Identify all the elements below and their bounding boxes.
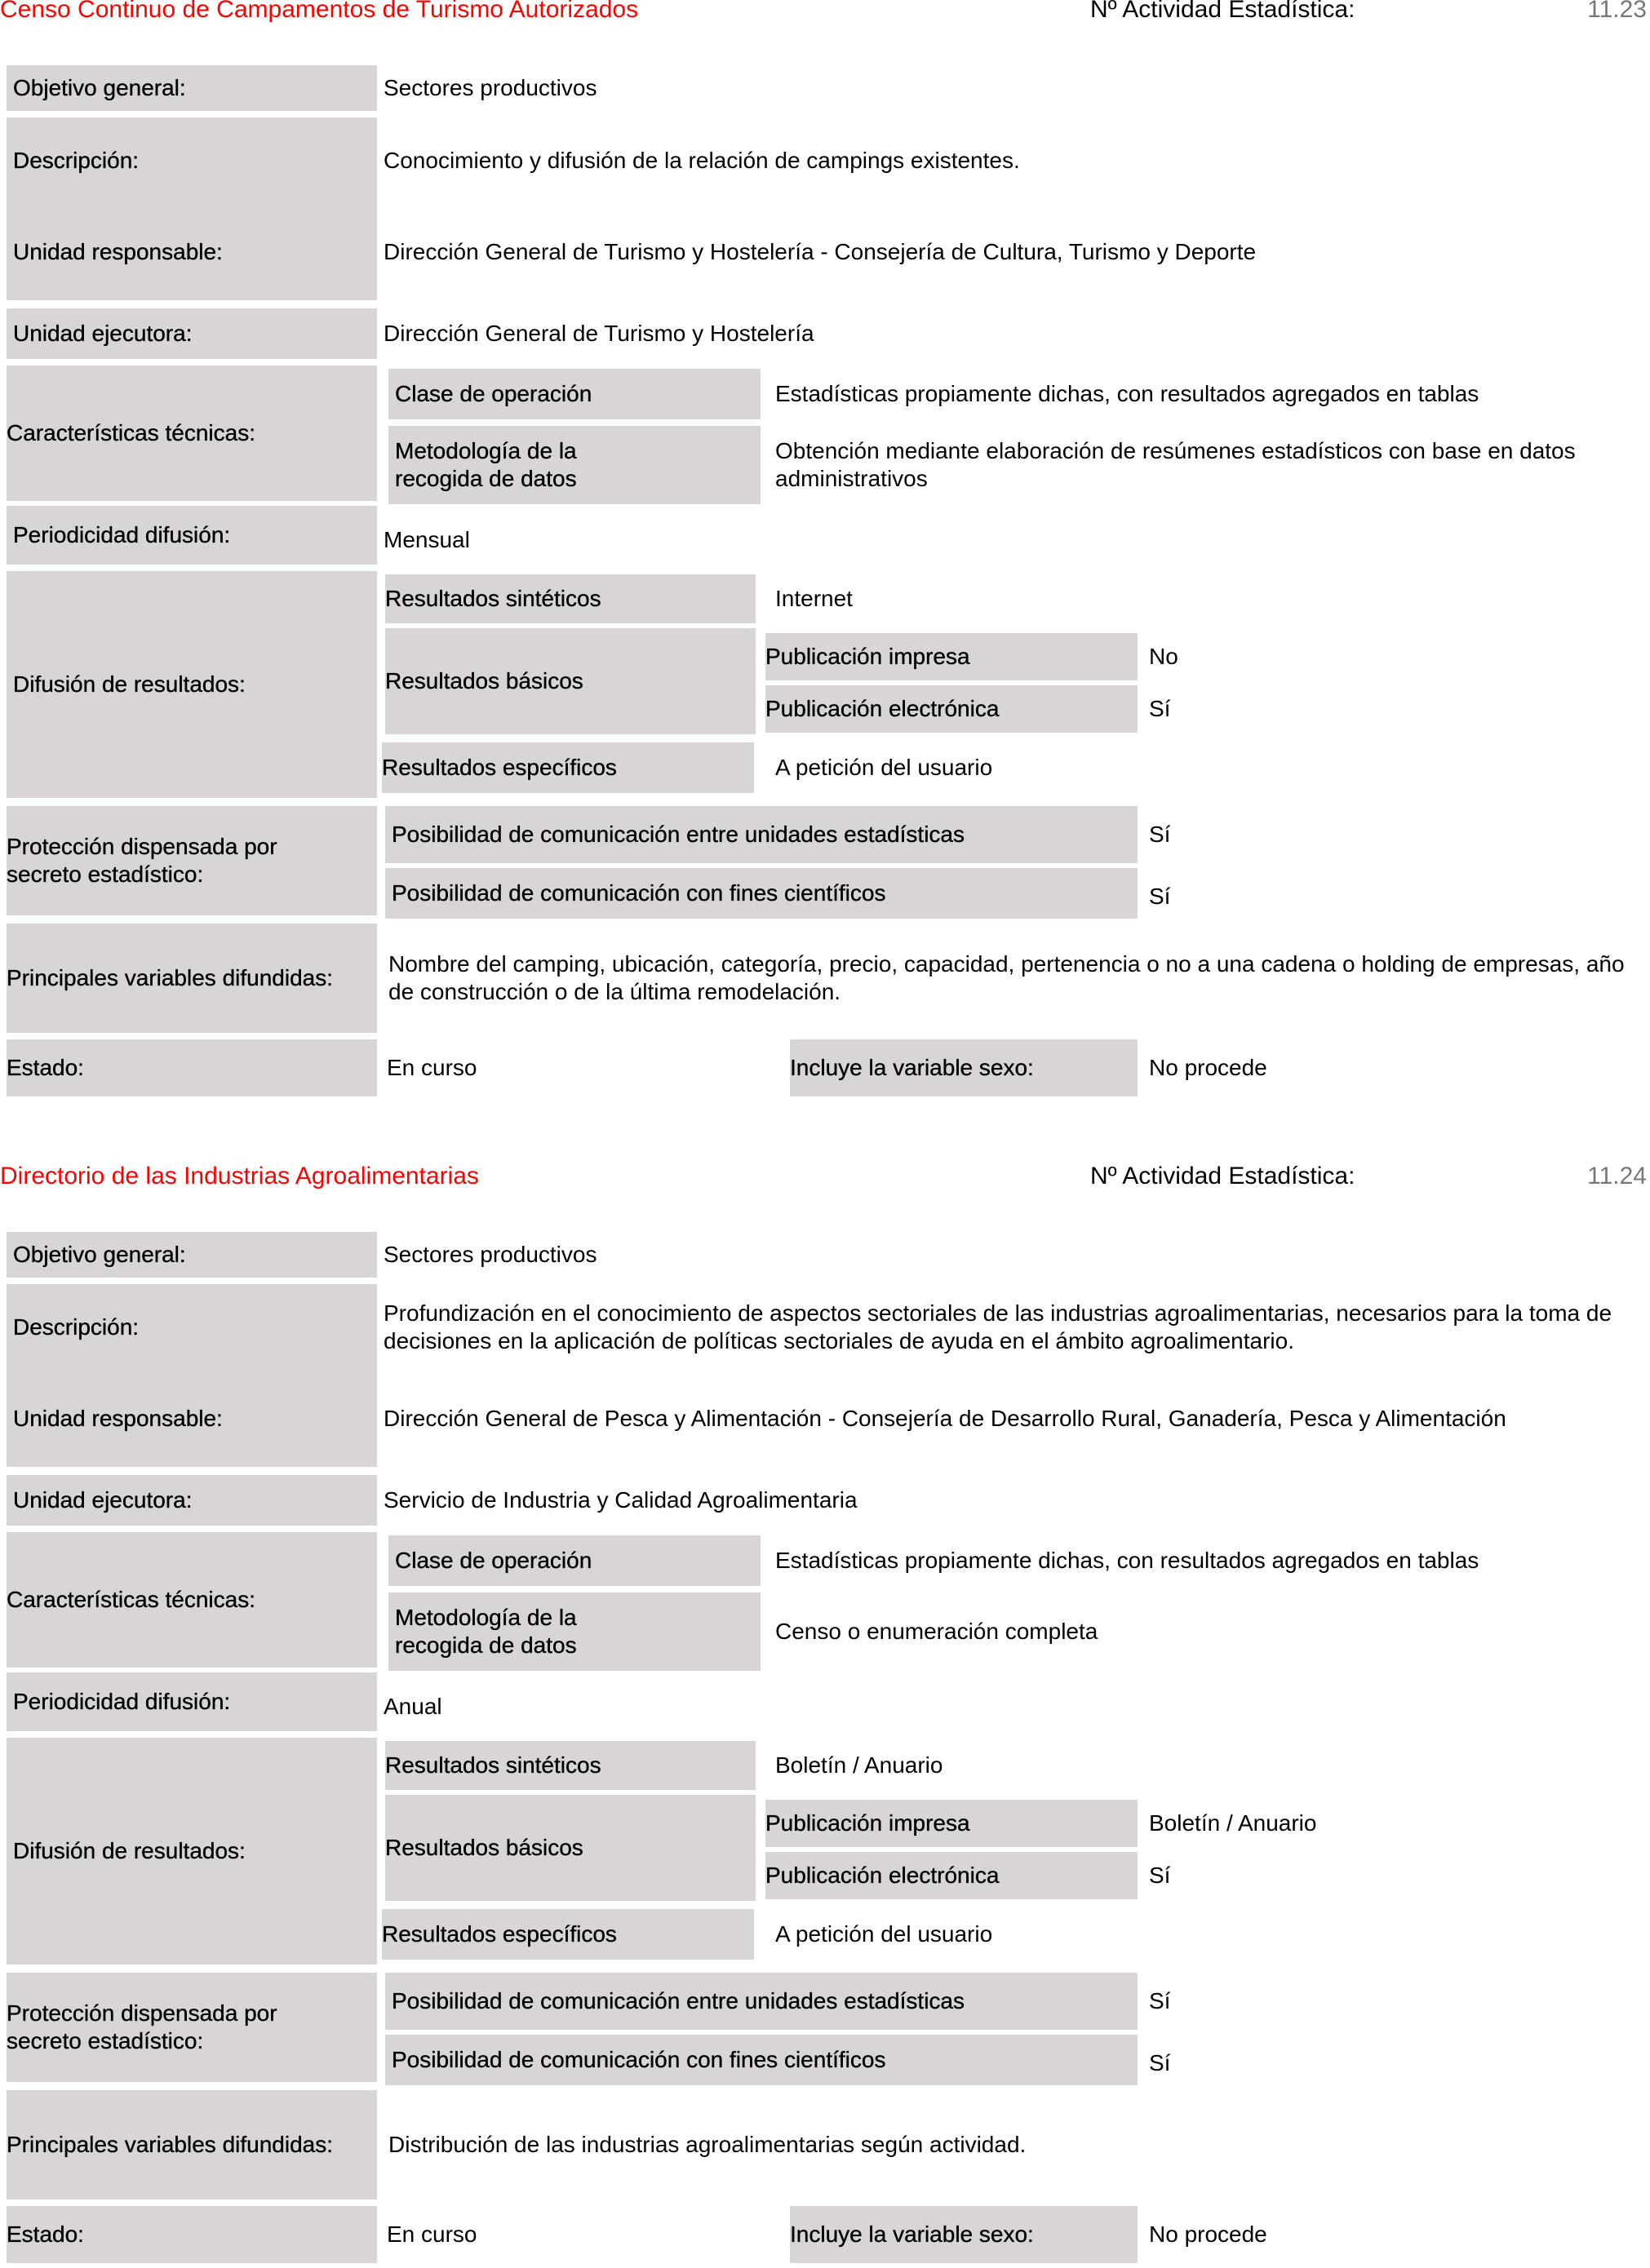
sinteticos-value: Boletín / Anuario [775,1752,943,1778]
clase-operacion-value: Estadísticas propiamente dichas, con resultados agregados en tablas [775,1548,1479,1573]
comunicacion-unidades-label: Posibilidad de comunicación entre unidades estadísticas [385,806,1138,863]
publicacion-impresa-label: Publicación impresa [765,1800,1138,1847]
ejecutora-value: Dirección General de Turismo y Hostelería [384,321,814,346]
especificos-value: A petición del usuario [775,1921,993,1947]
proteccion-label: Protección dispensada por secreto estadístico: [7,806,377,915]
estado-value: En curso [387,1055,477,1080]
responsable-label: Unidad responsable: [7,204,377,300]
periodicidad-value: Anual [384,1694,442,1719]
comunicacion-cientificos-label: Posibilidad de comunicación con fines científicos [385,868,1138,919]
comunicacion-cientificos-value: Sí [1149,2050,1171,2075]
descripcion-label: Descripción: [7,1284,377,1371]
sexo-value: No procede [1149,1055,1267,1080]
publicacion-electronica-value: Sí [1149,1863,1171,1888]
clase-operacion-label: Clase de operación [388,369,761,419]
publicacion-impresa-value: No [1149,644,1178,669]
difusion-label: Difusión de resultados: [7,571,377,798]
activity-card [0,1163,1650,2268]
responsable-label: Unidad responsable: [7,1371,377,1467]
activity-number-label: Nº Actividad Estadística: [1090,0,1355,23]
sinteticos-label: Resultados sintéticos [385,1741,756,1790]
activity-number-value: 11.24 [1587,1163,1647,1189]
descripcion-value: Profundización en el conocimiento de aspectos sectoriales de las industrias agroalimentarias, necesarios para la toma de decisiones en la aplicación de políticas sectoriales de ayuda en el ámbito agroalimentario. [384,1300,1612,1353]
caracteristicas-label: Características técnicas: [7,365,377,501]
sinteticos-label: Resultados sintéticos [385,574,756,623]
comunicacion-unidades-label: Posibilidad de comunicación entre unidades estadísticas [385,1973,1138,2030]
activity-title: Censo Continuo de Campamentos de Turismo Autorizados [0,0,639,23]
caracteristicas-label: Características técnicas: [7,1532,377,1668]
publicacion-electronica-label: Publicación electrónica [765,1852,1138,1899]
clase-operacion-value: Estadísticas propiamente dichas, con resultados agregados en tablas [775,381,1479,406]
activity-card [0,0,1650,1101]
comunicacion-unidades-value: Sí [1149,822,1171,847]
descripcion-value: Conocimiento y difusión de la relación de campings existentes. [384,148,1020,173]
responsable-value: Dirección General de Pesca y Alimentación - Consejería de Desarrollo Rural, Ganadería, Pesca y Alimentación [384,1406,1506,1431]
variables-value: Nombre del camping, ubicación, categoría, precio, capacidad, pertenencia o no a una cadena o holding de empresas, año de construcción o de la última remodelación. [388,951,1625,1004]
objetivo-value: Sectores productivos [384,1242,597,1267]
clase-operacion-label: Clase de operación [388,1535,761,1586]
periodicidad-label: Periodicidad difusión: [7,1672,377,1731]
activity-number-label: Nº Actividad Estadística: [1090,1163,1355,1189]
difusion-label: Difusión de resultados: [7,1738,377,1965]
comunicacion-cientificos-label: Posibilidad de comunicación con fines científicos [385,2035,1138,2085]
descripcion-label: Descripción: [7,117,377,204]
activity-number-value: 11.23 [1587,0,1647,23]
especificos-label: Resultados específicos [382,1909,754,1960]
activity-title: Directorio de las Industrias Agroalimentarias [0,1163,479,1189]
objetivo-label: Objetivo general: [7,65,377,111]
basicos-label: Resultados básicos [385,628,756,734]
publicacion-electronica-label: Publicación electrónica [765,685,1138,733]
metodologia-label: Metodología de la recogida de datos [388,426,761,504]
periodicidad-value: Mensual [384,527,470,552]
estado-label: Estado: [7,1039,377,1096]
sexo-label: Incluye la variable sexo: [790,1039,1138,1096]
metodologia-value: Obtención mediante elaboración de resúmenes estadísticos con base en datos administrativos [775,438,1576,491]
variables-label: Principales variables difundidas: [7,924,377,1033]
especificos-label: Resultados específicos [382,742,754,793]
periodicidad-label: Periodicidad difusión: [7,506,377,565]
ejecutora-value: Servicio de Industria y Calidad Agroalimentaria [384,1487,858,1513]
estado-value: En curso [387,2221,477,2247]
sinteticos-value: Internet [775,586,853,611]
comunicacion-cientificos-value: Sí [1149,884,1171,909]
publicacion-impresa-value: Boletín / Anuario [1149,1810,1317,1836]
estado-label: Estado: [7,2206,377,2263]
sexo-value: No procede [1149,2221,1267,2247]
ejecutora-label: Unidad ejecutora: [7,1475,377,1526]
comunicacion-unidades-value: Sí [1149,1988,1171,2013]
especificos-value: A petición del usuario [775,755,993,780]
responsable-value: Dirección General de Turismo y Hostelería - Consejería de Cultura, Turismo y Deporte [384,239,1257,264]
metodologia-value: Censo o enumeración completa [775,1619,1098,1644]
metodologia-label: Metodología de la recogida de datos [388,1592,761,1671]
objetivo-label: Objetivo general: [7,1232,377,1278]
variables-label: Principales variables difundidas: [7,2090,377,2199]
variables-value: Distribución de las industrias agroalimentarias según actividad. [388,2132,1027,2157]
publicacion-impresa-label: Publicación impresa [765,633,1138,680]
objetivo-value: Sectores productivos [384,75,597,100]
sexo-label: Incluye la variable sexo: [790,2206,1138,2263]
basicos-label: Resultados básicos [385,1795,756,1901]
proteccion-label: Protección dispensada por secreto estadístico: [7,1973,377,2082]
ejecutora-label: Unidad ejecutora: [7,308,377,359]
publicacion-electronica-value: Sí [1149,696,1171,721]
